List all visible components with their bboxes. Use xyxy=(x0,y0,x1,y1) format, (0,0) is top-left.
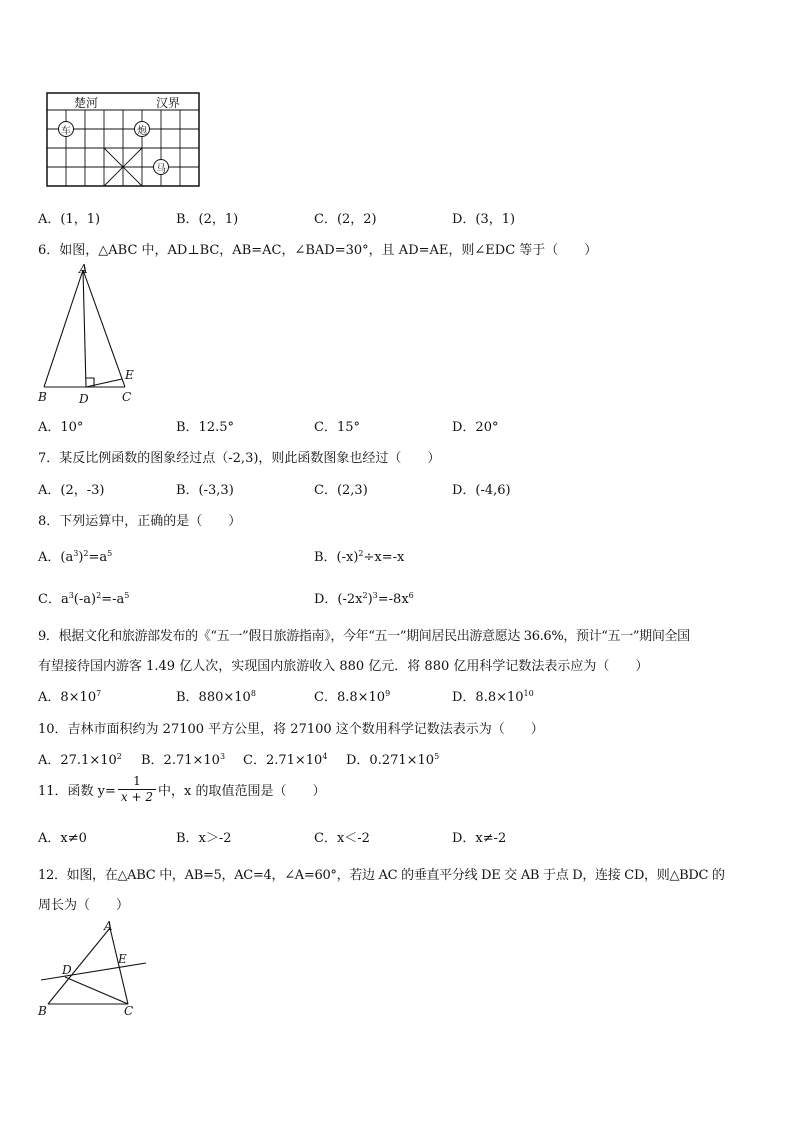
piece-pao: 炮 xyxy=(137,126,147,137)
q9-option-d: D．$8.8\times 10^{10}$ xyxy=(452,689,534,705)
q6-option-d: D．20° xyxy=(452,420,499,435)
q10-option-d: D．$0.271\times 10^5$ xyxy=(346,752,440,768)
q6-text: 6．如图，△ABC 中，AD⊥BC，AB=AC，∠BAD=30°，且 AD=AE，则∠EDC 等于（ ） xyxy=(38,243,598,258)
q9-option-b: B．$880\times 10^8$ xyxy=(176,689,256,705)
q11-option-a: A．x≠0 xyxy=(38,831,87,846)
q10-option-b: B．$2.71\times 10^3$ xyxy=(141,752,226,768)
q8-option-c: C．$a^3(-a)^2=-a^5$ xyxy=(38,591,130,607)
q5-option-c: C．(2，2) xyxy=(314,212,377,227)
q12-line2: 周长为（ ） xyxy=(38,898,130,913)
q8-option-b: B．$(-x)^2\div x=-x$ xyxy=(314,549,405,565)
q6-option-b: B．12.5° xyxy=(176,420,234,435)
q11-option-b: B．x＞-2 xyxy=(176,831,232,846)
q6-label-a: A xyxy=(79,262,88,276)
board-title-right: 汉界 xyxy=(156,96,181,110)
q12-label-a: A xyxy=(104,919,113,933)
q7-text: 7．某反比例函数的图象经过点（-2,3)，则此函数图象也经过（ ） xyxy=(38,451,441,466)
q9-line2: 有望接待国内游客 1.49 亿人次，实现国内旅游收入 880 亿元．将 880 亿用科学记数法表示应为（ ） xyxy=(38,659,649,674)
q7-option-a: A．(2，-3) xyxy=(38,483,105,498)
board-title-left: 楚河 xyxy=(74,96,99,110)
q8-text: 8．下列运算中，正确的是（ ） xyxy=(38,514,242,529)
q12-label-e: E xyxy=(118,952,127,966)
q11-option-c: C．x＜-2 xyxy=(314,831,370,846)
q6-option-c: C．15° xyxy=(314,420,360,435)
q10-text: 10．吉林市面积约为 27100 平方公里，将 27100 这个数用科学记数法表示为（ ） xyxy=(38,722,544,737)
piece-che: 车 xyxy=(61,126,71,137)
q6-label-d: D xyxy=(79,392,89,406)
q11-text: 11．函数 y= $\frac{1}{x + 2}$ 中，x 的取值范围是（ ） xyxy=(38,774,326,804)
q12-label-c: C xyxy=(124,1004,134,1018)
piece-ma: 马 xyxy=(156,164,166,175)
q11-fraction: $\frac{1}{x + 2}$ xyxy=(118,774,156,805)
q12-label-d: D xyxy=(62,963,72,977)
q10-option-a: A．$27.1\times 10^2$ xyxy=(38,752,122,768)
q11-option-d: D．x≠-2 xyxy=(452,831,507,846)
q12-line1: 12．如图，在△ABC 中，AB=5，AC=4，∠A=60°，若边 AC 的垂直平分线 DE 交 AB 于点 D，连接 CD，则△BDC 的 xyxy=(38,868,725,883)
q6-triangle-figure xyxy=(36,262,140,408)
q12-label-b: B xyxy=(38,1004,47,1018)
q9-line1: 9．根据文化和旅游部发布的《“五一”假日旅游指南》，今年“五一”期间居民出游意愿达 36.6%，预计“五一”期间全国 xyxy=(38,629,690,644)
q6-label-b: B xyxy=(38,390,47,404)
q8-option-a: A．$(a^3)^2=a^5$ xyxy=(38,549,113,565)
q6-label-e: E xyxy=(125,368,134,382)
q10-option-c: C．$2.71\times 10^4$ xyxy=(243,752,328,768)
q9-option-c: C．$8.8\times 10^9$ xyxy=(314,689,391,705)
q7-option-b: B．(-3,3) xyxy=(176,483,234,498)
q5-option-b: B．(2，1) xyxy=(176,212,239,227)
q5-option-a: A．(1，1) xyxy=(38,212,101,227)
q6-option-a: A．10° xyxy=(38,420,84,435)
q7-option-d: D．(-4,6) xyxy=(452,483,511,498)
q12-triangle-figure xyxy=(36,918,152,1022)
q7-option-c: C．(2,3) xyxy=(314,483,368,498)
q6-label-c: C xyxy=(122,390,132,404)
q8-option-d: D．$(-2x^2)^3=-8x^6$ xyxy=(314,591,414,607)
q9-option-a: A．$8\times 10^7$ xyxy=(38,689,102,705)
q5-option-d: D．(3，1) xyxy=(452,212,516,227)
